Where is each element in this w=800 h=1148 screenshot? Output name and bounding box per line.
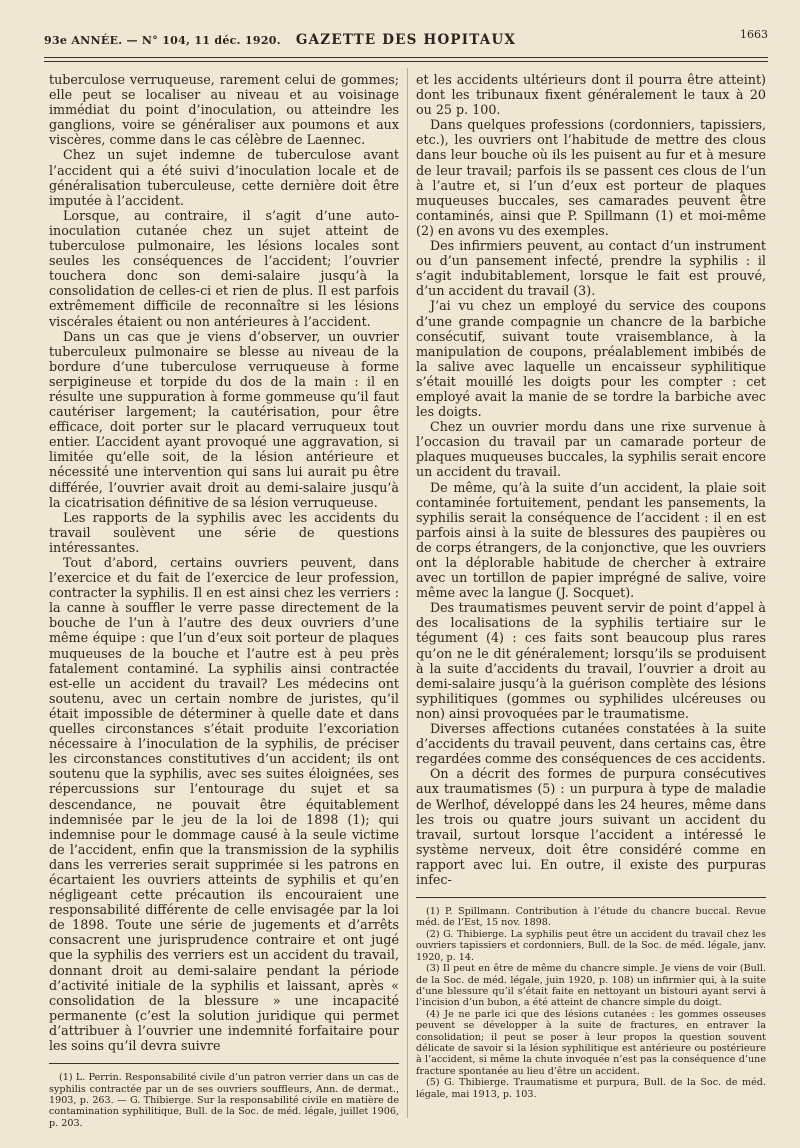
footnote-rule xyxy=(49,1063,399,1064)
paragraph: Diverses affections cutanées constatées à la suite d’accidents du travail peuvent, dans certains cas, être regardées comme des conséquences de ces accidents. xyxy=(416,721,766,767)
footnote: (5) G. Thibierge. Traumatisme et purpura, Bull. de la Soc. de méd. légale, mai 1913, p. 103. xyxy=(416,1077,766,1100)
paragraph: et les accidents ultérieurs dont il pourra être atteint) dont les tribunaux fixent généralement le taux à 20 ou 25 p. 100. xyxy=(416,72,766,118)
header-rule-top xyxy=(44,57,768,58)
page-header xyxy=(44,30,768,52)
paragraph: Dans quelques professions (cordonniers, tapissiers, etc.), les ouvriers ont l’habitude de mettre des clous dans leur bouche où ils les puisent au fur et à mesure de leur travail; parfois ils se passent ces clous de l’un à l’autre et, si l’un d’eux est porteur de plaques muqueuses buccales, ses camarades peuvent être contaminés, ainsi que P. Spillmann (1) et moi-même (2) en avons vu des exemples. xyxy=(416,117,766,238)
left-column xyxy=(49,72,399,1129)
paragraph: Tout d’abord, certains ouvriers peuvent, dans l’exercice et du fait de l’exercice de leur profession, contracter la syphilis. Il en est ainsi chez les verriers : la canne à souffler le verre passe directement de la bouche de l’un à l’autre des deux ouvriers d’une même équipe : que l’un d’eux soit porteur de plaques muqueuses de la bouche et l’autre est à peu près fatalement contaminé. La syphilis ainsi contractée est-elle un accident du travail? Les médecins ont soutenu, avec un certain nombre de juristes, qu’il était impossible de déterminer à quelle date et dans quelles circonstances s’était produite l’excoriation nécessaire à l’inoculation de la syphilis, de préciser les circonstances constitutives d’un accident; ils ont soutenu que la syphilis, avec ses suites éloignées, ses répercussions sur l’entourage du sujet et sa descendance, ne pouvait être équitablement indemnisée par le jeu de la loi de 1898 (1); qui indemnise pour le dommage causé à la seule victime de l’accident, enfin que la transmission de la syphilis dans les verreries serait supprimée si les patrons en écartaient les ouvriers atteints de syphilis et qu’en négligeant cette précaution ils encouraient une responsabilité différente de celle envisagée par la loi de 1898. Toute une série de jugements et d’arrêts consacrent une jurisprudence contraire et ont jugé que la syphilis des verriers est un accident du travail, donnant droit au demi-salaire pendant la période d’activité initiale de la syphilis et laissant, après « consolidation de la blessure » une incapacité permanente (c’est la solution juridique qui permet d’attribuer à l’ouvrier une indemnité forfaitaire pour les soins qu’il devra suivre xyxy=(49,555,399,1053)
paragraph: Les rapports de la syphilis avec les accidents du travail soulèvent une série de questions intéressantes. xyxy=(49,509,399,555)
paragraph: On a décrit des formes de purpura consécutives aux traumatismes (5) : un purpura à type de maladie de Werlhof, développé dans les 24 heures, même dans les trois ou quatre jours suivant un accident du travail, surtout lorsque l’accident a intéressé le système nerveux, doit être considéré comme en rapport avec lui. En outre, il existe des purpuras infec- xyxy=(416,766,766,887)
page-number: 1663 xyxy=(740,28,768,41)
footnote: (3) Il peut en être de même du chancre simple. Je viens de voir (Bull. de la Soc. de méd. légale, juin 1920, p. 108) un infirmier qui, à la suite d’une blessure qu’il s’était faite en nettoyant un bistouri ayant servi à l’incision d’un bubon, a été atteint de chancre simple du doigt. xyxy=(416,963,766,1009)
right-column xyxy=(416,72,766,1100)
paragraph: Chez un sujet indemne de tuberculose avant l’accident qui a été suivi d’inoculation locale et de généralisation tuberculeuse, cette dernière doit être imputée à l’accident. xyxy=(49,147,399,208)
column-divider xyxy=(407,68,408,1118)
paragraph: J’ai vu chez un employé du service des coupons d’une grande compagnie un chancre de la barbiche consécutif, suivant toute vraisemblance, à la manipulation de coupons, préalablement imbibés de la salive avec laquelle un encaisseur syphilitique s’était mouillé les doigts pour les compter : cet employé avait la manie de se tordre la barbiche avec les doigts. xyxy=(416,298,766,420)
paragraph: Chez un ouvrier mordu dans une rixe survenue à l’occasion du travail par un camarade porteur de plaques muqueuses buccales, la syphilis serait encore un accident du travail. xyxy=(416,419,766,480)
paragraph: De même, qu’à la suite d’un accident, la plaie soit contaminée fortuitement, pendant les pansements, la syphilis serait la conséquence de l’accident : il en est parfois ainsi à la suite de blessures des paupières ou de corps étrangers, de la conjonctive, que les ouvriers ont la déplorable habitude de chercher à extraire avec un tortillon de papier imprégné de salive, voire même avec la langue (J. Socquet). xyxy=(416,479,766,601)
issue-info: 93e ANNÉE. — N° 104, 11 déc. 1920. xyxy=(44,34,281,47)
footnote: (1) P. Spillmann. Contribution à l’étude du chancre buccal. Revue méd. de l’Est, 15 nov. 1898. xyxy=(416,906,766,929)
header-rule-bottom xyxy=(44,61,768,62)
journal-title: GAZETTE DES HOPITAUX xyxy=(295,32,517,48)
right-footnotes xyxy=(416,906,766,1100)
footnote: (1) L. Perrin. Responsabilité civile d’un patron verrier dans un cas de syphilis contractée par un de ses ouvriers souffleurs, Ann. de dermat., 1903, p. 263. — G. Thibierge. Sur la responsabilité civile en matière de contamination syphilitique, Bull. de la Soc. de méd. légale, juillet 1906, p. 203. xyxy=(49,1072,399,1129)
footnote-rule xyxy=(416,897,766,898)
paragraph: tuberculose verruqueuse, rarement celui de gommes; elle peut se localiser au niveau et au voisinage immédiat du point d’inoculation, ou atteindre les ganglions, voire se généraliser aux poumons et aux viscères, comme dans le cas célèbre de Laennec. xyxy=(49,72,399,148)
paragraph: Lorsque, au contraire, il s’agit d’une auto-inoculation cutanée chez un sujet atteint de tuberculose pulmonaire, les lésions locales sont seules les conséquences de l’accident; l’ouvrier touchera donc son demi-salaire jusqu’à la consolidation de celles-ci et rien de plus. Il est parfois extrêmement difficile de reconnaître si les lésions viscérales étaient ou non antérieures à l’accident. xyxy=(49,207,399,329)
footnote: (4) Je ne parle ici que des lésions cutanées : les gommes osseuses peuvent se développer à la suite de fractures, en entraver la consolidation; il peut se poser à leur propos la question souvent délicate de savoir si la lésion syphilitique est antérieure ou postérieure à l’accident, si même la chute invoquée n’est pas la conséquence d’une fracture spontanée au lieu d’être un accident. xyxy=(416,1008,766,1077)
paragraph: Dans un cas que je viens d’observer, un ouvrier tuberculeux pulmonaire se blesse au niveau de la bordure d’une tuberculose verruqueuse à forme serpigineuse et torpide du dos de la main : il en résulte une suppuration à forme gommeuse qu’il faut cautériser largement; la cautérisation, pour être efficace, doit porter sur le placard verruqueux tout entier. L’accident ayant provoqué une aggravation, si limitée qu’elle soit, de la lésion antérieure et nécessité une intervention qui sans lui aurait pu être différée, l’ouvrier avait droit au demi-salaire jusqu’à la cicatrisation définitive de sa lésion verruqueuse. xyxy=(49,328,399,510)
left-footnotes xyxy=(49,1072,399,1129)
footnote: (2) G. Thibierge. La syphilis peut être un accident du travail chez les ouvriers tapissiers et cordonniers, Bull. de la Soc. de méd. légale, janv. 1920, p. 14. xyxy=(416,928,766,963)
paragraph: Des traumatismes peuvent servir de point d’appel à des localisations de la syphilis tertiaire sur le tégument (4) : ces faits sont beaucoup plus rares qu’on ne le dit généralement; lorsqu’ils se produisent à la suite d’accidents du travail, l’ouvrier a droit au demi-salaire jusqu’à la guérison complète des lésions syphilitiques (gommes ou syphilides ulcéreuses ou non) ainsi provoquées par le traumatisme. xyxy=(416,600,766,721)
paragraph: Des infirmiers peuvent, au contact d’un instrument ou d’un pansement infecté, prendre la syphilis : il s’agit indubitablement, lorsque le fait est prouvé, d’un accident du travail (3). xyxy=(416,238,766,299)
